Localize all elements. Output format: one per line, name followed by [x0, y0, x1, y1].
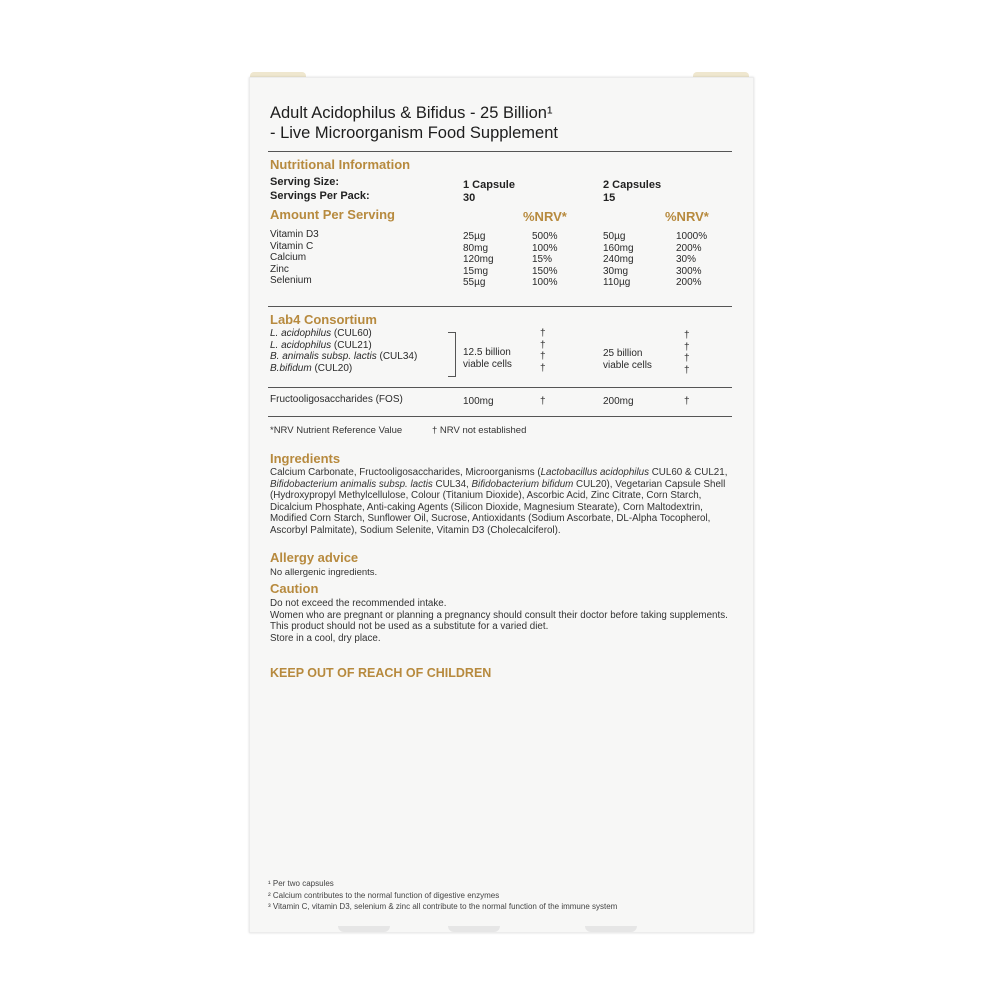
cell-count-2: 25 billion viable cells: [603, 348, 652, 371]
serving-size-label: Serving Size:: [270, 176, 340, 188]
nutrient-name: Selenium: [270, 275, 312, 286]
nrv-header-2: %NRV*: [665, 209, 709, 224]
fos-dagger-1: †: [540, 396, 546, 407]
nutrient-nrv-2-value: 200%: [676, 242, 702, 254]
box-notch-center: [448, 926, 500, 932]
dagger-column-1: † † † †: [540, 328, 546, 374]
nutrient-amount-2: 50µg: [603, 231, 626, 242]
keep-out-of-reach-warning: KEEP OUT OF REACH OF CHILDREN: [270, 666, 492, 680]
dagger-column-2: † † † †: [684, 330, 690, 376]
fos-amount-1: 100mg: [463, 396, 494, 407]
caution-line: This product should not be used as a substitute for a varied diet.: [270, 621, 549, 633]
footnote: ² Calcium contributes to the normal function of digestive enzymes: [268, 890, 500, 900]
nutrient-amount-1: 15mg: [463, 265, 489, 277]
divider: [268, 416, 732, 417]
dagger-note: † NRV not established: [432, 425, 527, 436]
nutrient-nrv-1-value: 500%: [532, 231, 558, 242]
nutrient-amounts-1: [463, 231, 494, 289]
nutrient-nrv-2-value: 300%: [676, 265, 702, 277]
divider: [268, 151, 732, 152]
nutrient-nrv-2: [676, 231, 707, 289]
strain-item: L. acidophilus (CUL60): [270, 328, 372, 339]
nutrient-amount-1: 55µg: [463, 277, 486, 288]
nutrient-nrv-1: [532, 231, 558, 289]
box-notch-left: [338, 926, 390, 932]
consortium-heading: Lab4 Consortium: [270, 312, 377, 327]
servings-per-pack-2: 15: [603, 192, 616, 204]
nutrient-name: Calcium: [270, 252, 307, 263]
fos-amount-2: 200mg: [603, 396, 634, 407]
nutrient-amount-2: 160mg: [603, 242, 634, 254]
footnote: ³ Vitamin C, vitamin D3, selenium & zinc all contribute to the normal function of the immune system: [268, 902, 618, 911]
divider: [268, 387, 732, 388]
strain-list: [270, 328, 417, 374]
strain-item: L. acidophilus (CUL21): [270, 339, 372, 351]
nutrient-nrv-1-value: 15%: [532, 254, 553, 265]
servings-per-pack-1: 30: [463, 192, 476, 204]
product-title-line-2: - Live Microorganism Food Supplement: [270, 124, 558, 142]
nutrient-amount-2: 240mg: [603, 254, 634, 265]
caution-text: [270, 598, 732, 644]
nutrient-amount-2: 30mg: [603, 265, 629, 277]
nutrient-nrv-2-value: 1000%: [676, 231, 708, 242]
cell-count-1: 12.5 billion viable cells: [463, 347, 512, 370]
box-notch-right: [585, 926, 637, 932]
strain-item: B. animalis subsp. lactis (CUL34): [270, 351, 418, 362]
ingredients-heading: Ingredients: [270, 451, 341, 466]
caution-line: Women who are pregnant or planning a pregnancy should consult their doctor before taking supplements.: [270, 609, 728, 621]
nutrient-nrv-2-value: 200%: [676, 277, 702, 288]
nutrient-amount-1: 120mg: [463, 254, 494, 265]
nrv-note: *NRV Nutrient Reference Value: [270, 425, 403, 436]
footnote: ¹ Per two capsules: [268, 879, 334, 888]
amount-per-serving-heading: Amount Per Serving: [270, 207, 395, 222]
nutrition-heading: Nutritional Information: [270, 157, 411, 172]
caution-line: Store in a cool, dry place.: [270, 632, 381, 644]
fos-dagger-2: †: [684, 396, 690, 407]
fos-name: Fructooligosaccharides (FOS): [270, 394, 403, 405]
nutrient-name: Zinc: [270, 263, 289, 275]
allergy-heading: Allergy advice: [270, 550, 359, 565]
product-title-line-1: Adult Acidophilus & Bifidus - 25 Billion¹: [270, 104, 553, 122]
caution-heading: Caution: [270, 581, 319, 596]
footnotes: [268, 878, 617, 913]
divider: [268, 306, 732, 307]
strain-bracket: [448, 332, 456, 377]
nrv-header-1: %NRV*: [523, 209, 567, 224]
allergy-text: No allergenic ingredients.: [270, 567, 378, 578]
nutrient-name: Vitamin D3: [270, 229, 319, 240]
serving-size-2: 2 Capsules: [603, 179, 662, 191]
servings-per-pack-label: Servings Per Pack:: [270, 190, 370, 202]
ingredients-text: Calcium Carbonate, Fructooligosaccharides, Microorganisms (Lactobacillus acidophilus CUL60 & CUL21, Bifidobacterium animalis subsp. lactis CUL34, Bifidobacterium bifidum CUL20), Vegetarian Capsule Shell (Hydroxypropyl Methylcellulose, Colour (Titanium Dioxide), Ascorbic Acid, Zinc Citrate, Corn Starch, Dicalcium Phosphate, Anti-caking Agents (Silicon Dioxide, Magnesium Stearate), Corn Maltodextrin, Modified Corn Starch, Sunflower Oil, Sucrose, Antioxidants (Sodium Ascorbate, DL-Alpha Tocopherol, Ascorbyl Palmitate), Sodium Selenite, Vitamin D3 (Cholecalciferol).: [270, 467, 728, 536]
nutrient-nrv-1-value: 100%: [532, 242, 558, 254]
nutrient-amount-2: 110µg: [603, 277, 631, 288]
caution-line: Do not exceed the recommended intake.: [270, 598, 447, 609]
nutrient-names: [270, 229, 319, 287]
nutrient-amount-1: 80mg: [463, 242, 489, 254]
nutrient-name: Vitamin C: [270, 240, 314, 252]
nutrient-nrv-1-value: 150%: [532, 265, 558, 277]
serving-size-1: 1 Capsule: [463, 179, 515, 191]
nutrient-nrv-2-value: 30%: [676, 254, 697, 265]
nutrient-nrv-1-value: 100%: [532, 277, 558, 288]
nutrient-amount-1: 25µg: [463, 231, 486, 242]
strain-item: B.bifidum (CUL20): [270, 362, 353, 374]
nutrient-amounts-2: [603, 231, 634, 289]
